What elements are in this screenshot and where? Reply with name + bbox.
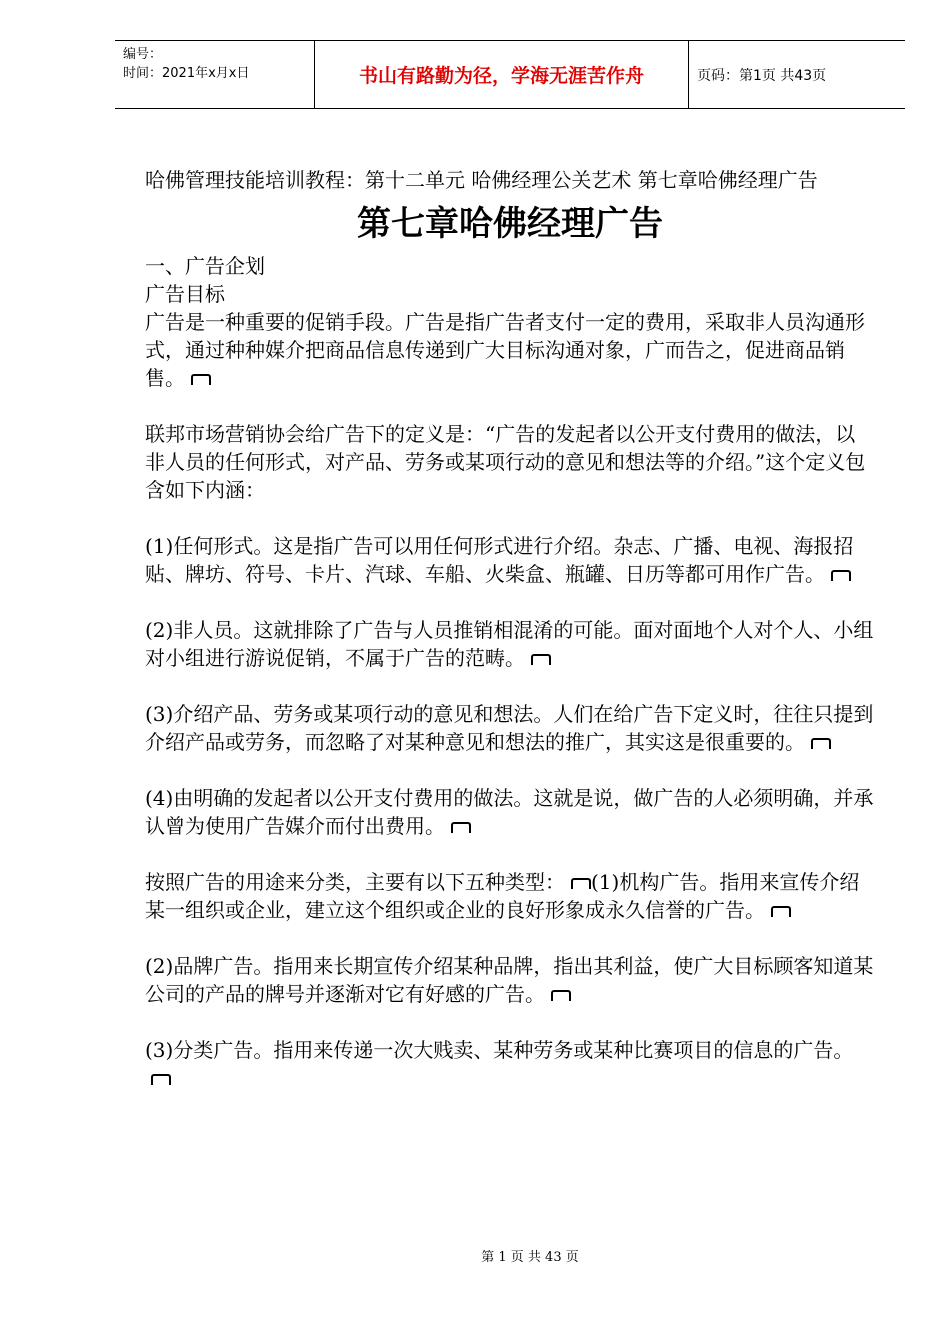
- time-label: 时间：2021年x月x日: [123, 66, 250, 81]
- section-heading: 一、广告企划: [145, 254, 265, 278]
- paragraph: (3)介绍产品、劳务或某项行动的意见和想法。人们在给广告下定义时，往往只提到介绍产品或劳务，而忽略了对某种意见和想法的推广，其实这是很重要的。: [145, 702, 874, 754]
- page-header: [115, 40, 905, 109]
- number-label: 编号：: [123, 47, 163, 62]
- subsection-heading: 广告目标: [145, 282, 225, 306]
- paragraph-mark-icon: [831, 570, 851, 581]
- intro-title: 哈佛管理技能培训教程：第十二单元 哈佛经理公关艺术 第七章哈佛经理广告: [145, 168, 818, 192]
- paragraph: 广告是一种重要的促销手段。广告是指广告者支付一定的费用，采取非人员沟通形式，通过种种媒介把商品信息传递到广大目标沟通对象，广而告之，促进商品销售。: [145, 310, 865, 390]
- paragraph-mark-icon: [531, 654, 551, 665]
- header-motto: 书山有路勤为径，学海无涯苦作舟: [315, 41, 689, 108]
- paragraph-mark-icon: [771, 906, 791, 917]
- paragraph-mark-icon: [811, 738, 831, 749]
- paragraph: (3)分类广告。指用来传递一次大贱卖、某种劳务或某种比赛项目的信息的广告。: [145, 1036, 875, 1092]
- paragraph: (2)品牌广告。指用来长期宣传介绍某种品牌，指出其利益，使广大目标顾客知道某公司的产品的牌号并逐渐对它有好感的广告。: [145, 954, 874, 1006]
- paragraph-mark-icon: [551, 990, 571, 1001]
- header-meta: [115, 41, 315, 108]
- document-body: [145, 166, 875, 1092]
- paragraph-mark-icon: [571, 878, 591, 889]
- paragraph: (2)非人员。这就排除了广告与人员推销相混淆的可能。面对面地个人对个人、小组对小组进行游说促销，不属于广告的范畴。: [145, 618, 874, 670]
- page-footer: 第 1 页 共 43 页: [481, 1250, 579, 1265]
- paragraph: (1)任何形式。这是指广告可以用任何形式进行介绍。杂志、广播、电视、海报招贴、牌坊、符号、卡片、汽球、车船、火柴盒、瓶罐、日历等都可用作广告。: [145, 534, 854, 586]
- paragraph: (4)由明确的发起者以公开支付费用的做法。这就是说，做广告的人必须明确，并承认曾为使用广告媒介而付出费用。: [145, 786, 874, 838]
- paragraph: 联邦市场营销协会给广告下的定义是：“广告的发起者以公开支付费用的做法，以非人员的任何形式，对产品、劳务或某项行动的意见和想法等的介绍。”这个定义包含如下内涵：: [145, 422, 866, 502]
- paragraph: 按照广告的用途来分类，主要有以下五种类型： (1)机构广告。指用来宣传介绍某一组织或企业，建立这个组织或企业的良好形象成永久信誉的广告。: [145, 870, 860, 922]
- chapter-title: 第七章哈佛经理广告: [357, 204, 663, 244]
- paragraph-mark-icon: [191, 374, 211, 385]
- header-page-info: 页码：第1页 共43页: [697, 67, 827, 84]
- paragraph-mark-icon: [451, 822, 471, 833]
- paragraph-mark-icon: [151, 1074, 171, 1085]
